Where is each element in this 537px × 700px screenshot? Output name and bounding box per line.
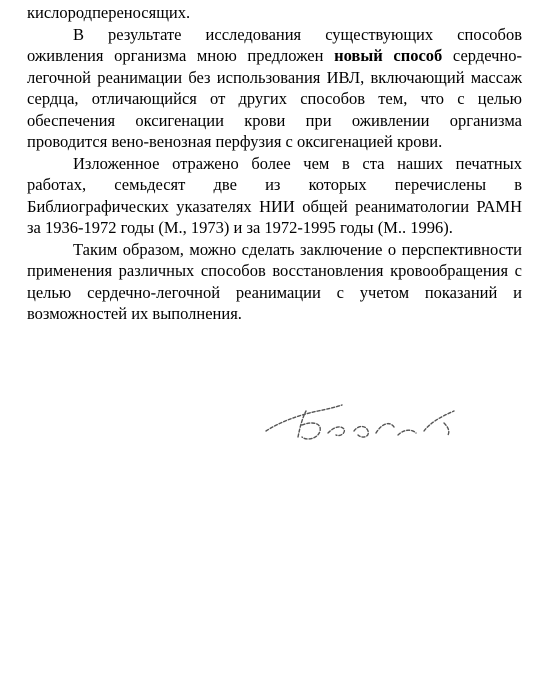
paragraph-2-text-after: сердечно-легочной реанимации без использования ИВЛ, включающий массаж сердца, отличающийся от других способов тем, что с целью обеспечения оксигенации крови при оживлении организма проводится вено-венозная перфузия с оксигенацией крови.: [27, 46, 522, 151]
paragraph-3: Изложенное отражено более чем в ста наших печатных работах, семьдесят две из которых перечислены в Библиографических указателях НИИ общей реаниматологии РАМН за 1936-1972 годы (М., 1973) и за 1972-1995 годы (М.. 1996).: [27, 153, 522, 237]
document-body: [27, 2, 522, 325]
paragraph-2: [27, 24, 522, 153]
paragraph-4: Таким образом, можно сделать заключение о перспективности применения различных способов восстановления кровообращения с целью сердечно-легочной реанимации с учетом показаний и возможностей их выполнения.: [27, 239, 522, 323]
handwritten-signature: [258, 393, 468, 453]
paragraph-2-emphasis: новый способ: [334, 46, 443, 65]
paragraph-1: кислородпереносящих.: [27, 3, 191, 22]
paragraph-2-text-before: В результате исследования существующих способов оживления организма мною предложен: [27, 24, 522, 65]
